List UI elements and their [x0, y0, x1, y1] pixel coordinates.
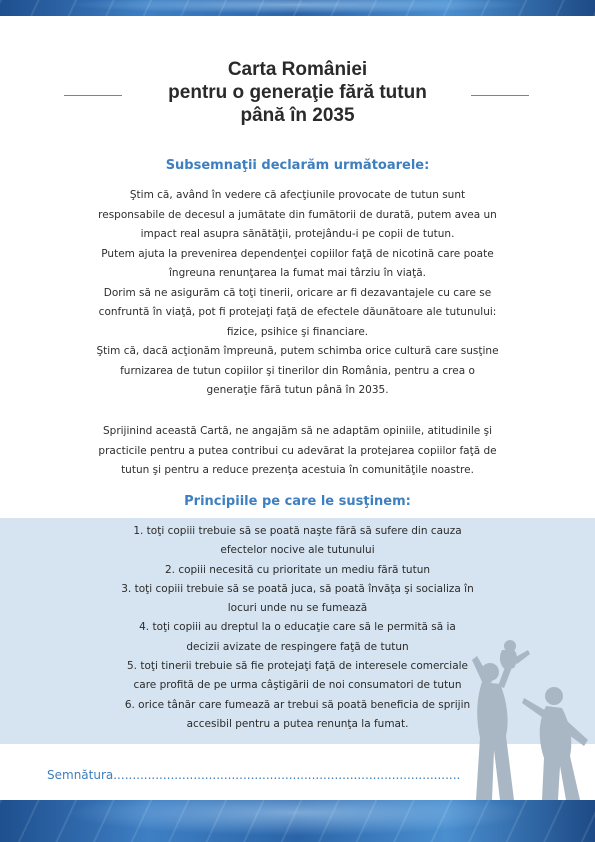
declaration-line: Putem ajuta la prevenirea dependenţei copiilor faţă de nicotină care poate	[101, 247, 494, 260]
commitment-line: tutun şi pentru a reduce prezenţa acestuia în comunităţile noastre.	[121, 464, 474, 476]
principle-line: 3. toţi copiii trebuie să se poată juca, să poată învăţa şi socializa în	[121, 582, 474, 595]
signature-line[interactable]: Semnătura...........................................................................................	[47, 768, 461, 782]
principle-line: care profită de pe urma câştigării de noi consumatori de tutun	[133, 679, 462, 692]
title-rule-left	[64, 95, 122, 96]
title-line-2: pentru o generaţie fără tutun	[168, 82, 427, 103]
declaration-line: Dorim să ne asigurăm că toţi tinerii, oricare ar fi dezavantajele cu care se	[103, 286, 492, 299]
principle-line: decizii avizate de respingere faţă de tutun	[186, 640, 409, 653]
declaration-line: generaţie fără tutun până în 2035.	[206, 384, 389, 396]
principle-line: 5. toţi tinerii trebuie să fie protejaţi faţă de interesele comerciale	[126, 660, 469, 673]
commitment-line: Sprijinind această Cartă, ne angajăm să ne adaptăm opiniile, atitudinile şi	[102, 425, 492, 437]
declaration-heading: Subsemnaţii declarăm următoarele:	[165, 158, 430, 173]
top-decorative-band	[0, 0, 595, 16]
principle-line: 2. copiii necesită cu prioritate un mediu fără tutun	[164, 563, 431, 576]
principle-line: 1. toţi copiii trebuie să se poată naşte fără să sufere din cauza	[133, 525, 462, 537]
principle-line: 6. orice tânăr care fumează ar trebui să poată beneficia de sprijin	[124, 698, 471, 711]
title-line-1: Carta României	[227, 59, 368, 80]
declaration-line: Ştim că, având în vedere că afecţiunile provocate de tutun sunt	[129, 189, 466, 201]
declaration-line: îngreuna renunţarea la fumat mai târziu în viaţă.	[169, 267, 426, 279]
declaration-line: Ştim că, dacă acţionăm împreună, putem schimba orice cultură care susţine	[96, 345, 499, 357]
declaration-line: responsabile de decesul a jumătate din fumătorii de durată, putem avea un	[98, 208, 497, 221]
declaration-line: furnizarea de tutun copiilor şi tinerilor din România, pentru a crea o	[120, 364, 475, 377]
commitment-line: practicile pentru a putea contribui cu adevărat la protejarea copiilor faţă de	[98, 444, 497, 457]
title-rule-right	[471, 95, 529, 96]
declaration-paragraph	[70, 186, 525, 401]
commitment-paragraph	[70, 422, 525, 481]
declaration-line: impact real asupra sănătăţii, protejându-i pe copii de tutun.	[140, 228, 455, 240]
principle-line: efectelor nocive ale tutunului	[220, 544, 375, 557]
principles-list	[85, 522, 510, 734]
declaration-line: fizice, psihice şi financiare.	[226, 325, 369, 338]
declaration-line: confruntă în viaţă, pot fi protejaţi faţă de efectele dăunătoare ale tutunului:	[98, 306, 497, 318]
principles-heading: Principiile pe care le susţinem:	[184, 494, 411, 509]
title-line-3: până în 2035	[240, 105, 355, 126]
principle-line: 4. toţi copiii au dreptul la o educaţie care să le permită să ia	[139, 621, 456, 634]
principle-line: locuri unde nu se fumează	[227, 602, 368, 615]
bottom-decorative-band	[0, 800, 595, 842]
document-title	[120, 58, 475, 127]
principle-line: accesibil pentru a putea renunţa la fumat.	[186, 717, 409, 730]
